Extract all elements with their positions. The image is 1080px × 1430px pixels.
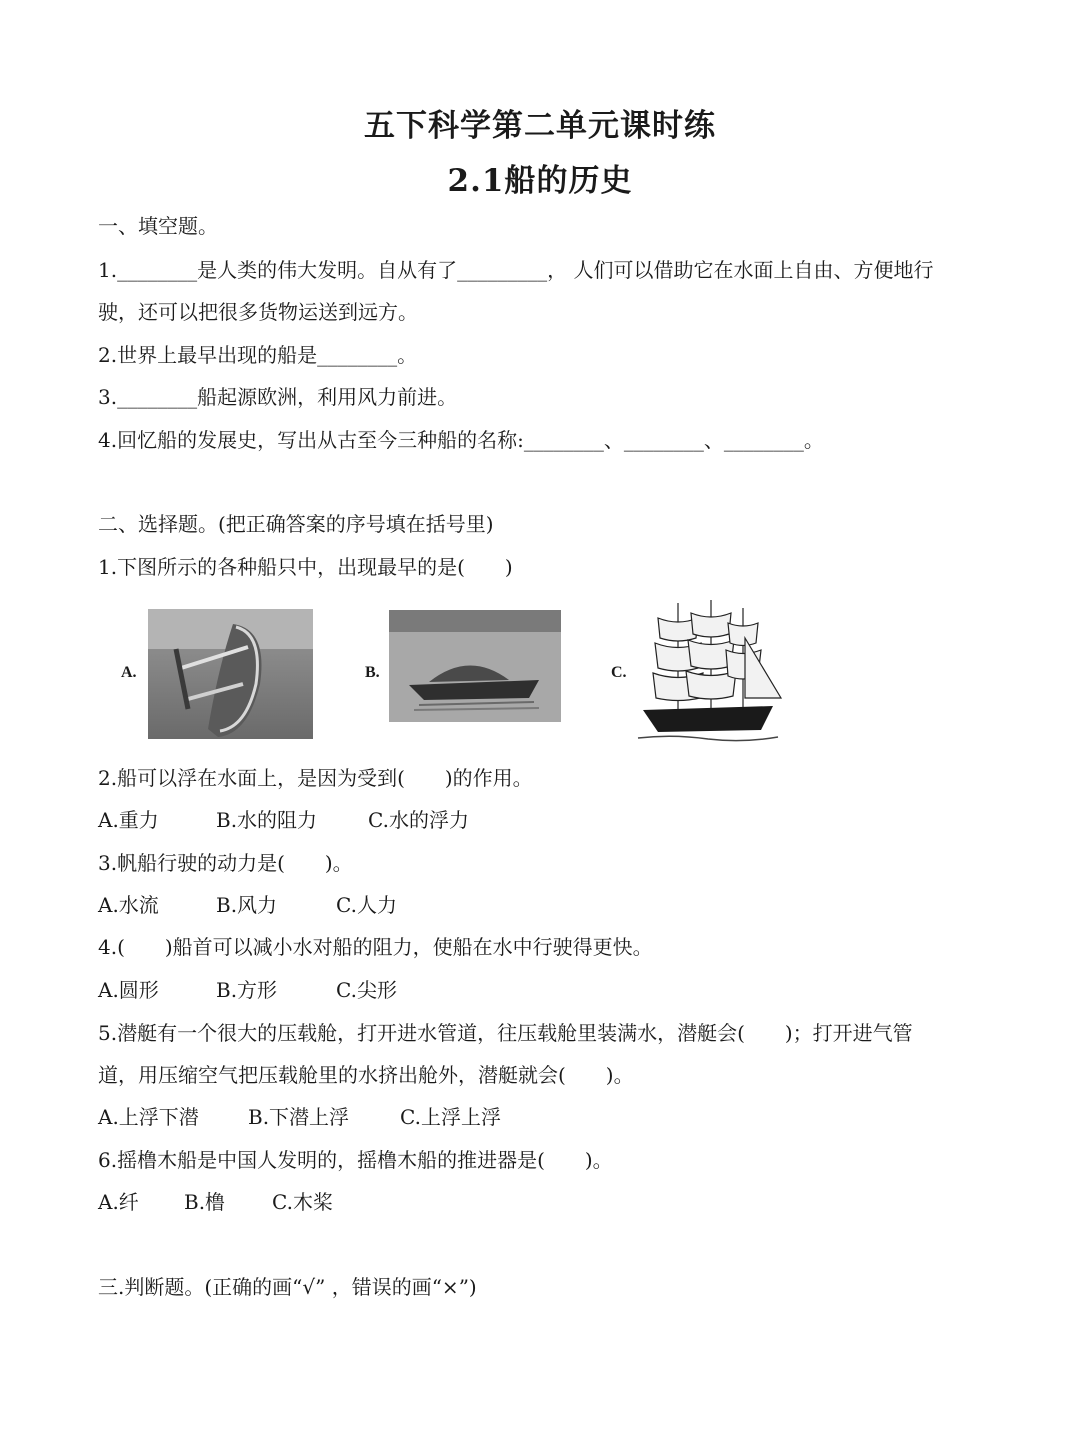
option: B.橹 [184,1190,226,1214]
option: C.木桨 [272,1190,333,1214]
junk-boat-photo [389,610,561,722]
section-1-heading: 一、填空题。 [98,214,218,238]
choice-question-3: 3.帆船行驶的动力是( )。 [98,851,353,875]
choice-question-3-options [98,891,397,919]
option: A.圆形 [98,978,159,1002]
choice-question-5-options [98,1103,501,1131]
option: C.尖形 [336,978,397,1002]
fill-question-4: 4.回忆船的发展史，写出从古至今三种船的名称:________、________、________。 [98,428,824,452]
section-2-heading: 二、选择题。(把正确答案的序号填在括号里) [98,512,494,536]
choice-question-2-options [98,806,469,834]
option: B.风力 [216,893,278,917]
option: A.重力 [98,808,159,832]
section-3-heading: 三.判断题。(正确的画“√” ，错误的画“×”) [98,1275,477,1299]
choice-question-5-line-2: 道，用压缩空气把压载舱里的水挤出舱外，潜艇就会( )。 [98,1063,634,1087]
option: A.水流 [98,893,159,917]
option: C.上浮上浮 [400,1105,501,1129]
fill-question-1-line-1: 1.________是人类的伟大发明。自从有了_________， 人们可以借助它在水面上自由、方便地行 [98,258,934,282]
option: C.人力 [336,893,397,917]
canoe-photo [148,609,313,739]
fill-question-2: 2.世界上最早出现的船是________。 [98,343,418,367]
option: B.水的阻力 [216,808,318,832]
option-b-label: B. [365,664,380,681]
option: C.水的浮力 [368,808,469,832]
sailing-ship-drawing [633,598,783,746]
option: A.纤 [98,1190,139,1214]
option: B.下潜上浮 [248,1105,350,1129]
choice-question-6: 6.摇橹木船是中国人发明的，摇橹木船的推进器是( )。 [98,1148,613,1172]
fill-question-3: 3.________船起源欧洲，利用风力前进。 [98,385,458,409]
choice-question-5-line-1: 5.潜艇有一个很大的压载舱，打开进水管道，往压载舱里装满水，潜艇会( )；打开进气管 [98,1021,913,1045]
fill-question-1-line-2: 驶，还可以把很多货物运送到远方。 [98,300,418,324]
choice-question-4: 4.( )船首可以减小水对船的阻力，使船在水中行驶得更快。 [98,935,653,959]
option: A.上浮下潜 [98,1105,199,1129]
option-a-label: A. [121,664,137,681]
choice-question-4-options [98,976,397,1004]
choice-question-2: 2.船可以浮在水面上，是因为受到( )的作用。 [98,766,533,790]
page-title: 五下科学第二单元课时练 [364,108,716,144]
option: B.方形 [216,978,278,1002]
page-subtitle: 2.1船的历史 [447,163,633,199]
option-c-label: C. [611,664,627,681]
choice-question-1: 1.下图所示的各种船只中，出现最早的是( ) [98,555,513,579]
choice-question-6-options [98,1188,333,1216]
